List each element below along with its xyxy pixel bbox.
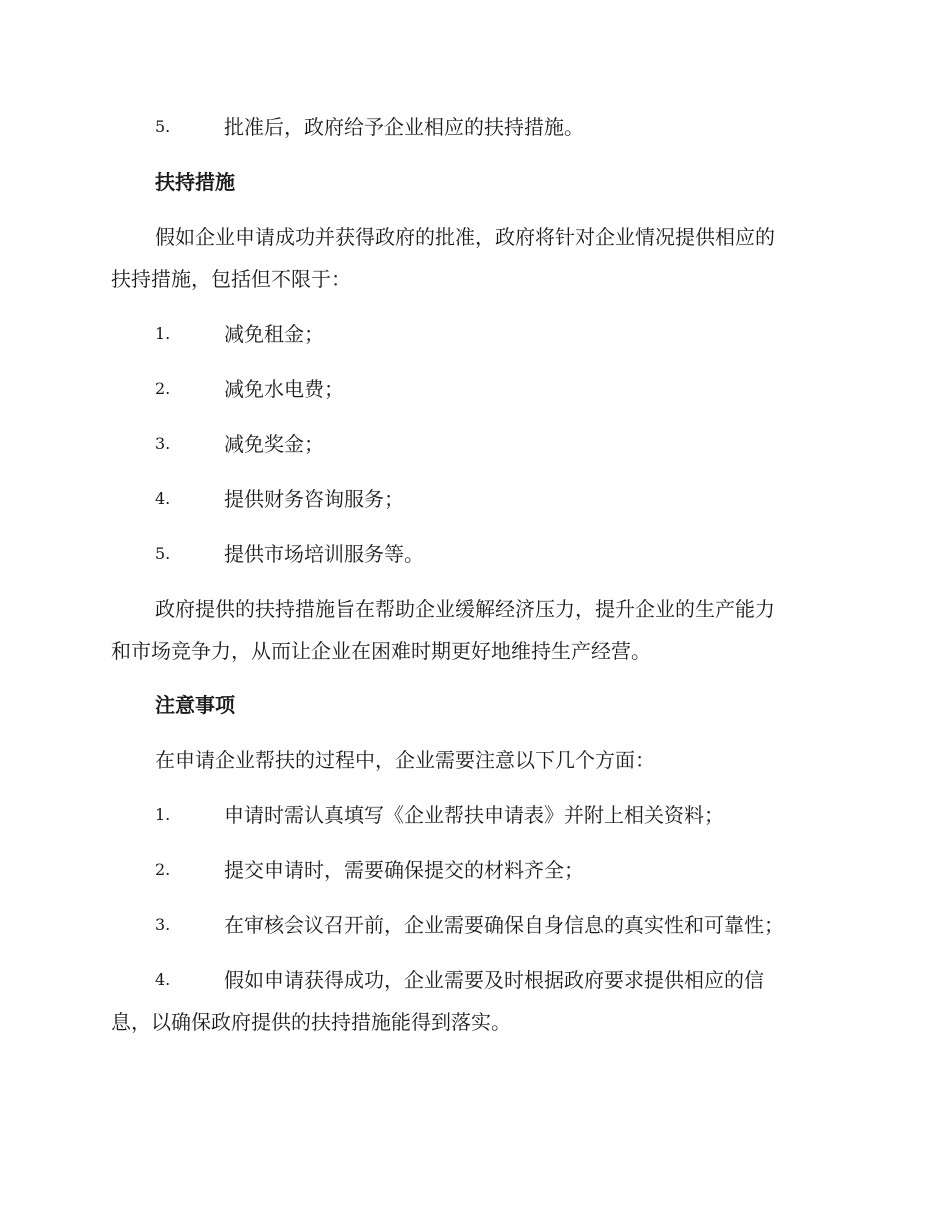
list-number: 2. [155,379,171,398]
list-item-text: 批准后，政府给予企业相应的扶持措施。 [224,115,584,139]
list-item-text: 提供市场培训服务等。 [224,542,424,566]
list-number: 4. [155,970,171,989]
list-number: 2. [155,860,171,879]
list-item-text: 减免水电费； [224,377,344,401]
paragraph-line: 扶持措施，包括但不限于： [111,267,351,291]
list-item-continuation: 息，以确保政府提供的扶持措施能得到落实。 [111,1010,511,1034]
list-number: 5. [155,544,171,563]
list-item-text: 在审核会议召开前，企业需要确保自身信息的真实性和可靠性； [224,913,784,937]
paragraph-line: 在申请企业帮扶的过程中，企业需要注意以下几个方面： [155,748,655,772]
section-heading-notes: 注意事项 [155,693,235,717]
list-number: 3. [155,434,171,453]
list-item-text: 申请时需认真填写《企业帮扶申请表》并附上相关资料； [224,803,724,827]
paragraph-line: 假如企业申请成功并获得政府的批准，政府将针对企业情况提供相应的 [155,225,775,249]
list-item-text: 提交申请时，需要确保提交的材料齐全； [224,858,584,882]
section-heading-support: 扶持措施 [155,170,235,194]
list-number: 1. [155,324,171,343]
list-number: 4. [155,489,171,508]
paragraph-line: 政府提供的扶持措施旨在帮助企业缓解经济压力，提升企业的生产能力 [155,597,775,621]
list-number: 5. [155,117,171,136]
list-item-text: 假如申请获得成功，企业需要及时根据政府要求提供相应的信 [224,968,764,992]
list-number: 1. [155,805,171,824]
list-number: 3. [155,915,171,934]
paragraph-line: 和市场竞争力，从而让企业在困难时期更好地维持生产经营。 [111,639,651,663]
list-item-text: 减免奖金； [224,432,324,456]
list-item-text: 提供财务咨询服务； [224,487,404,511]
list-item-text: 减免租金； [224,322,324,346]
